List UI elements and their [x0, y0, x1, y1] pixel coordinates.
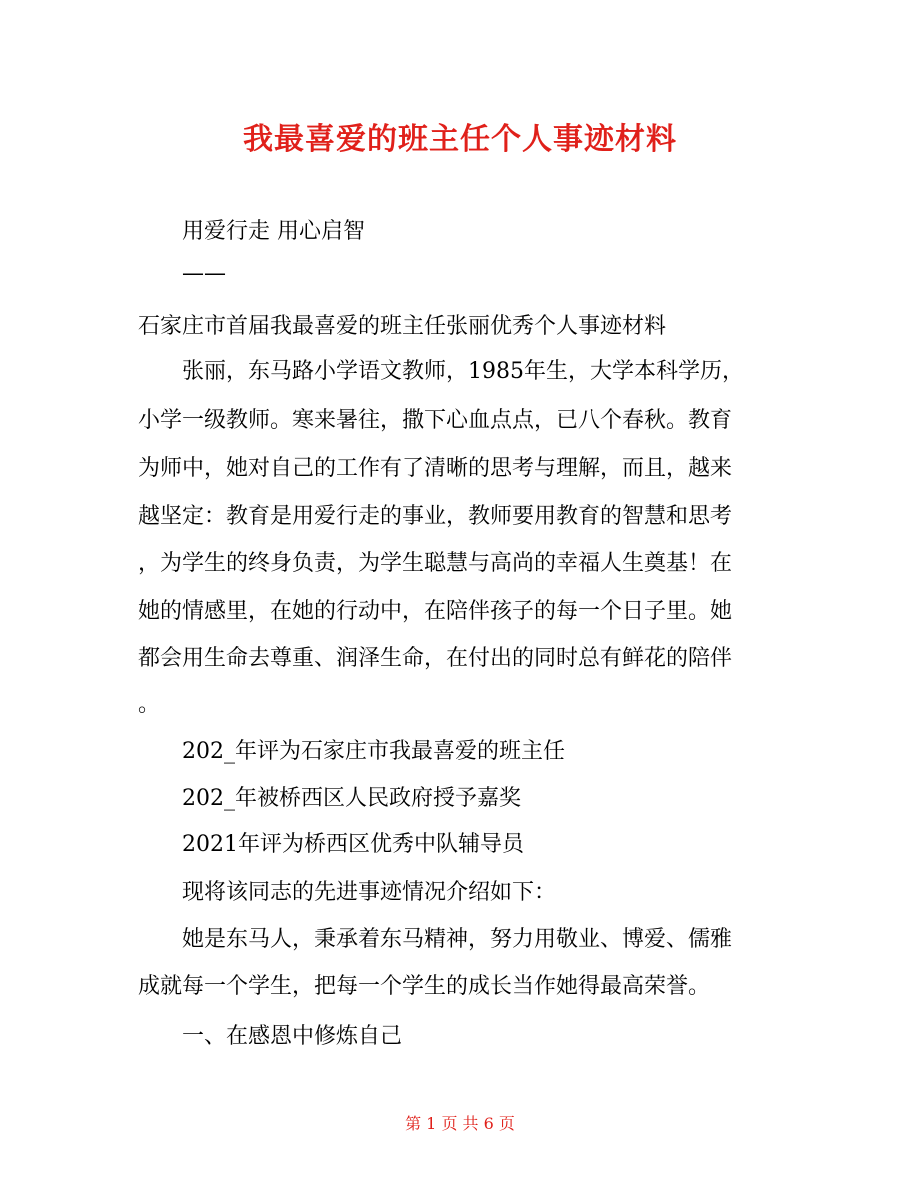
subtitle-line: 用爱行走 用心启智 — [182, 219, 365, 244]
dash-line: —— — [182, 261, 226, 286]
paragraph-line: 张丽，东马路小学语文教师，1985年生，大学本科学历， — [182, 359, 744, 384]
document-title: 我最喜爱的班主任个人事迹材料 — [243, 122, 677, 157]
paragraph-line: 成就每一个学生，把每一个学生的成长当作她得最高荣誉。 — [138, 974, 711, 999]
paragraph-line: 。 — [138, 692, 161, 717]
paragraph-line: 小学一级教师。寒来暑往，撒下心血点点，已八个春秋。教育 — [138, 408, 733, 433]
paragraph-line: 为师中，她对自己的工作有了清晰的思考与理解，而且，越来 — [138, 456, 733, 481]
award-line: 202_年评为石家庄市我最喜爱的班主任 — [182, 739, 565, 764]
paragraph-line: 都会用生命去尊重、润泽生命，在付出的同时总有鲜花的陪伴 — [138, 646, 733, 671]
paragraph-line: 她是东马人，秉承着东马精神，努力用敬业、博爱、儒雅 — [182, 927, 733, 952]
award-line: 202_年被桥西区人民政府授予嘉奖 — [182, 786, 521, 811]
paragraph-line: 她的情感里，在她的行动中，在陪伴孩子的每一个日子里。她 — [138, 599, 733, 624]
page-footer: 第 1 页 共 6 页 — [405, 1114, 515, 1133]
heading-line: 石家庄市首届我最喜爱的班主任张丽优秀个人事迹材料 — [138, 314, 667, 339]
intro-line: 现将该同志的先进事迹情况介绍如下： — [182, 880, 557, 905]
award-line: 2021年评为桥西区优秀中队辅导员 — [182, 832, 524, 857]
section-heading: 一、在感恩中修炼自己 — [182, 1024, 403, 1049]
paragraph-line: 越坚定：教育是用爱行走的事业，教师要用教育的智慧和思考 — [138, 504, 733, 529]
paragraph-line: ，为学生的终身负责，为学生聪慧与高尚的幸福人生奠基！在 — [138, 551, 733, 576]
